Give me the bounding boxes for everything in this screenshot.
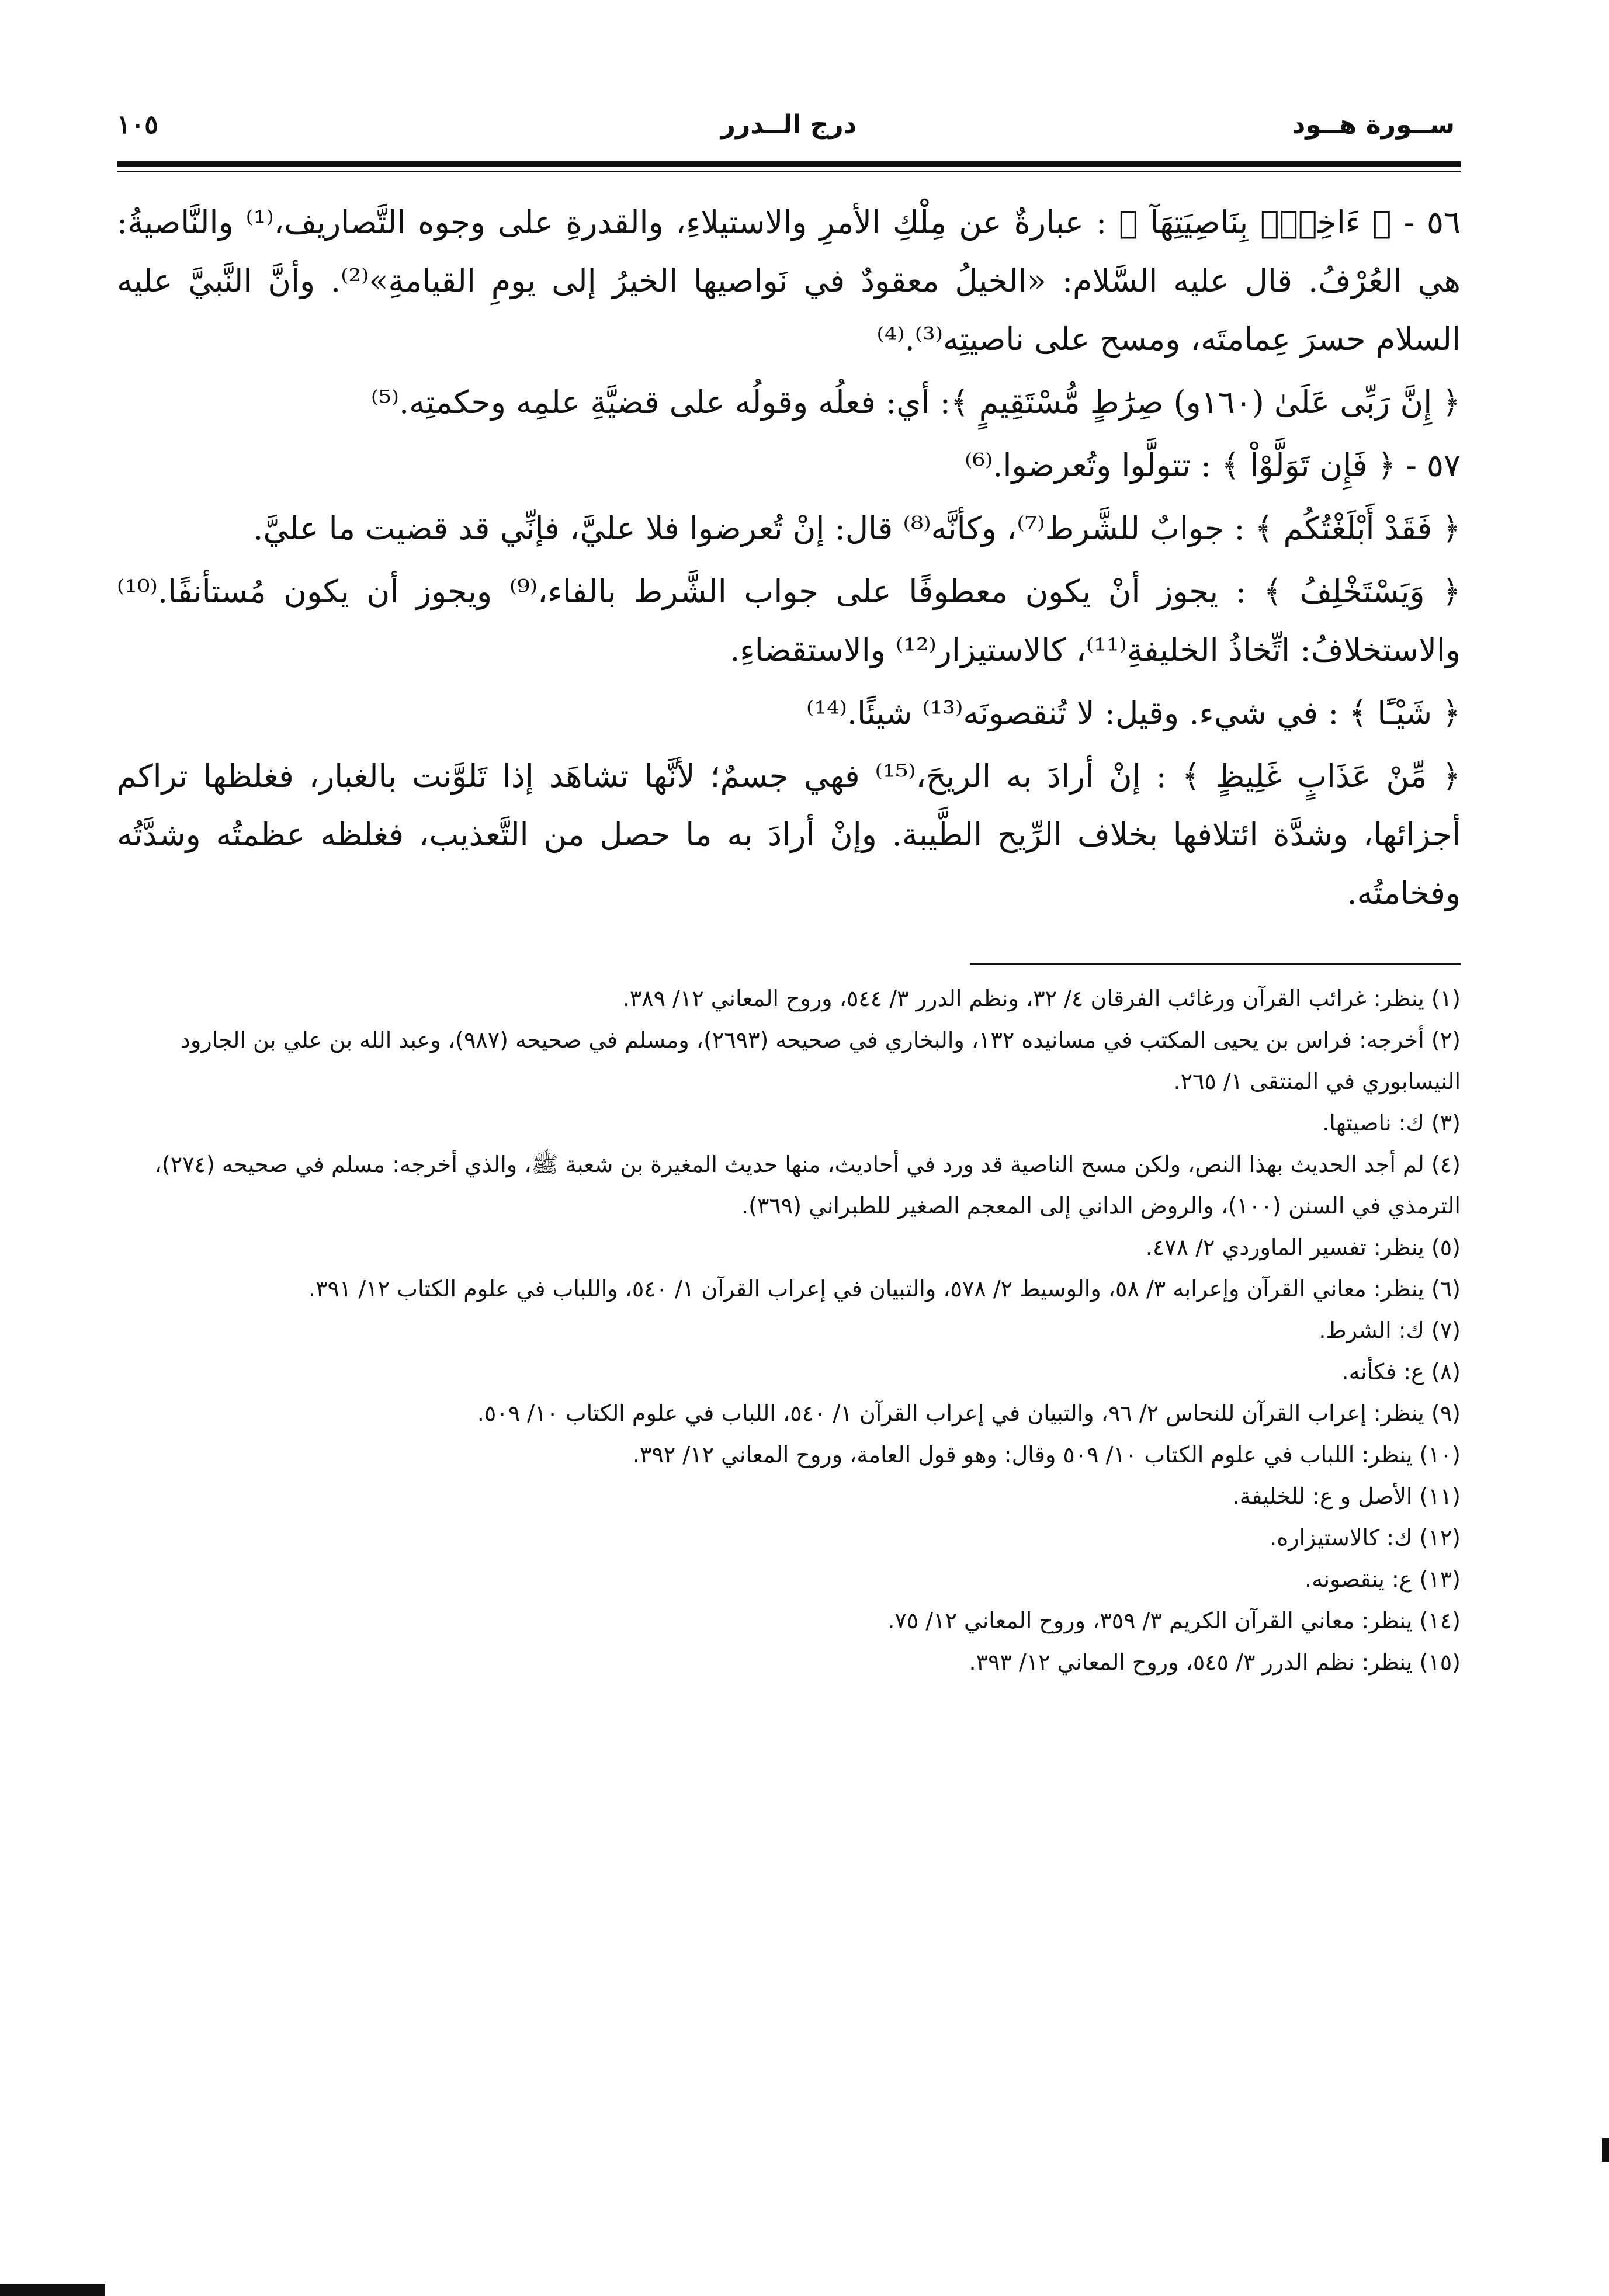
footnote-2: (٢) أخرجه: فراس بن يحيى المكتب في مسانيده ١٣٢، والبخاري في صحيحه (٢٦٩٣)، ومسلم في صحيحه (٩٨٧)، وعبد الله بن علي بن الجارود النيسابوري في المنتقى ١/ ٢٦٥.	[181, 1027, 1461, 1094]
sura-title: ســورة هــود	[1292, 110, 1455, 140]
header-rule-thick	[117, 161, 1461, 167]
paragraph-verse-56: ٥٦ - ﴿ ءَاخِذٌۢ بِنَاصِيَتِهَآ ﴾ : عبارةٌ عن مِلْكِ الأمرِ والاستيلاءِ، والقدرةِ على وجوه التَّصاريف،⁽¹⁾ والنَّاصيةُ: هي العُرْفُ. قال عليه السَّلام: «الخيلُ معقودٌ في نَواصيها الخيرُ إلى يومِ القيامةِ»⁽²⁾. وأنَّ النَّبيَّ عليه السلام حسرَ عِمامتَه، ومسح على ناصيتِه⁽³⁾.⁽⁴⁾	[117, 204, 1461, 358]
footnote-10: (١٠) ينظر: اللباب في علوم الكتاب ١٠/ ٥٠٩ وقال: وهو قول العامة، وروح المعاني ١٢/ ٣٩٢.	[632, 1442, 1461, 1468]
paragraph-verse-57: ٥٧ - ﴿ فَإِن تَوَلَّوْاْ ﴾ : تتولَّوا وتُعرضوا.⁽⁶⁾	[965, 447, 1461, 484]
paragraph-verse-57-d: ﴿ شَيْـًٔا ﴾ : في شيء. وقيل: لا تُنقصونَه⁽¹³⁾ شيئًا.⁽¹⁴⁾	[806, 695, 1461, 731]
book-title: درج الــدرر	[720, 110, 857, 140]
footnote-13: (١٣) ع: ينقصونه.	[1305, 1566, 1461, 1592]
footnotes	[117, 978, 1461, 1683]
footnote-15: (١٥) ينظر: نظم الدرر ٣/ ٥٤٥، وروح المعاني ١٢/ ٣٩٣.	[969, 1649, 1461, 1675]
paragraph-verse-57-c: ﴿ وَيَسْتَخْلِفُ ﴾ : يجوز أنْ يكون معطوفًا على جواب الشَّرط بالفاء،⁽⁹⁾ ويجوز أن يكون مُستأنفًا.⁽¹⁰⁾ والاستخلافُ: اتِّخاذُ الخليفةِ⁽¹¹⁾، كالاستيزار⁽¹²⁾ والاستقضاءِ.	[117, 573, 1461, 668]
book-page	[117, 105, 1461, 2208]
footnote-14: (١٤) ينظر: معاني القرآن الكريم ٣/ ٣٥٩، وروح المعاني ١٢/ ٧٥.	[887, 1608, 1461, 1633]
header-rule-thin	[117, 171, 1461, 172]
footnote-12: (١٢) ك: كالاستيزاره.	[1270, 1525, 1461, 1551]
paragraph-verse-56-b: ﴿ إِنَّ رَبِّى عَلَىٰ (١٦٠و) صِرَٰطٍ مُّسْتَقِيمٍ ﴾: أي: فعلُه وقولُه على قضيَّةِ علمِه وحكمتِه.⁽⁵⁾	[370, 384, 1461, 421]
footnote-1: (١) ينظر: غرائب القرآن ورغائب الفرقان ٤/ ٣٢، ونظم الدرر ٣/ ٥٤٤، وروح المعاني ١٢/ ٣٨٩.	[622, 986, 1461, 1011]
running-header	[117, 105, 1461, 158]
footnote-5: (٥) ينظر: تفسير الماوردي ٢/ ٤٧٨.	[1145, 1234, 1461, 1260]
scan-edge-mark-right	[1602, 2138, 1609, 2162]
page-number: ١٠٥	[117, 110, 158, 140]
main-text	[117, 193, 1461, 922]
scan-edge-mark	[0, 2284, 105, 2296]
footnote-11: (١١) الأصل و ع: للخليفة.	[1232, 1483, 1461, 1509]
footnote-6: (٦) ينظر: معاني القرآن وإعرابه ٣/ ٥٨، والوسيط ٢/ ٥٧٨، والتبيان في إعراب القرآن ١/ ٥٤٠، واللباب في علوم الكتاب ١٢/ ٣٩١.	[308, 1276, 1461, 1302]
footnote-separator	[970, 963, 1461, 965]
footnote-4: (٤) لم أجد الحديث بهذا النص، ولكن مسح الناصية قد ورد في أحاديث، منها حديث المغيرة بن شعبة ﷺ، والذي أخرجه: مسلم في صحيحه (٢٧٤)، الترمذي في السنن (١٠٠)، والروض الداني إلى المعجم الصغير للطبراني (٣٦٩).	[154, 1152, 1461, 1219]
paragraph-verse-58: ﴿ مِّنْ عَذَابٍ غَلِيظٍ ﴾ : إنْ أرادَ به الريحَ،⁽¹⁵⁾ فهي جسمٌ؛ لأنَّها تشاهَد إذا تَلوَّنت بالغبار، فغلظها تراكم أجزائها، وشدَّة ائتلافها بخلاف الرِّيح الطَّيبة. وإنْ أرادَ به ما حصل من التَّعذيب، فغلظه عظمتُه وشدَّتُه وفخامتُه.	[117, 758, 1461, 911]
footnote-8: (٨) ع: فكأنه.	[1341, 1359, 1461, 1385]
paragraph-verse-57-b: ﴿ فَقَدْ أَبْلَغْتُكُم ﴾ : جوابٌ للشَّرط⁽⁷⁾، وكأنَّه⁽⁸⁾ قال: إنْ تُعرضوا فلا عليَّ، فإنِّي قد قضيت ما عليَّ.	[253, 510, 1461, 547]
footnote-7: (٧) ك: الشرط.	[1319, 1317, 1461, 1343]
footnote-3: (٣) ك: ناصيتها.	[1322, 1110, 1461, 1136]
footnote-9: (٩) ينظر: إعراب القرآن للنحاس ٢/ ٩٦، والتبيان في إعراب القرآن ١/ ٥٤٠، اللباب في علوم الكتاب ١٠/ ٥٠٩.	[477, 1400, 1461, 1426]
